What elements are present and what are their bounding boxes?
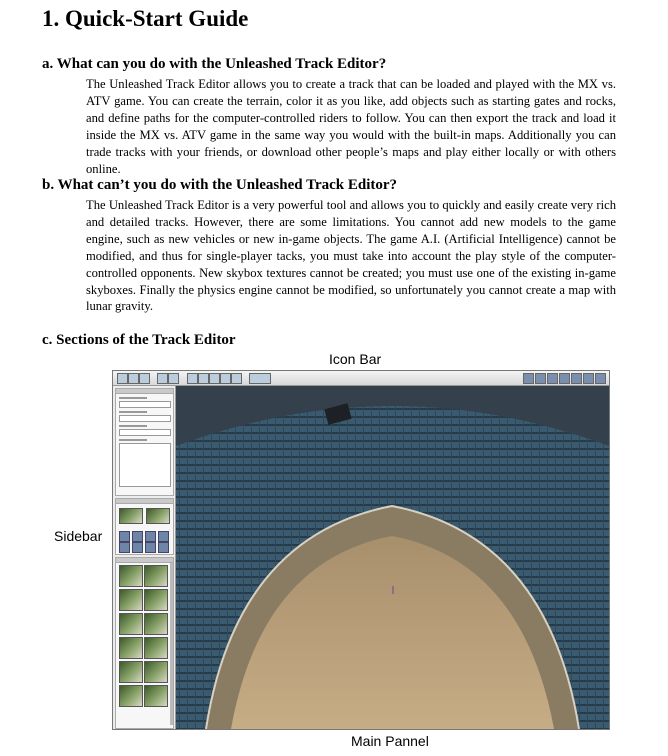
section-a-heading: a. What can you do with the Unleashed Track Editor? — [42, 56, 387, 72]
texture-panel — [115, 557, 174, 729]
view-icon — [535, 373, 546, 384]
stadium-view — [176, 386, 609, 729]
new-icon — [117, 373, 128, 384]
general-panel — [115, 388, 174, 496]
open-icon — [128, 373, 139, 384]
tool-icon — [168, 373, 179, 384]
tool-icon — [231, 373, 242, 384]
view-icon — [559, 373, 570, 384]
tool-icon — [157, 373, 168, 384]
view-icon — [523, 373, 534, 384]
skybox-tile — [119, 508, 143, 524]
tool-icon — [220, 373, 231, 384]
tool-icon — [249, 373, 271, 384]
tool-icon — [187, 373, 198, 384]
view-icon — [547, 373, 558, 384]
icon-bar-label: Icon Bar — [329, 351, 382, 367]
page-title: 1. Quick-Start Guide — [42, 6, 249, 31]
sidebar — [113, 386, 176, 729]
view-icon — [571, 373, 582, 384]
environment-panel — [115, 498, 174, 555]
tool-icon — [209, 373, 220, 384]
view-icon — [595, 373, 606, 384]
track-editor-screenshot — [112, 370, 610, 730]
sidebar-label: Sidebar — [54, 528, 103, 544]
main-panel-label: Main Pannel — [351, 733, 429, 749]
icon-bar — [113, 371, 609, 386]
skybox-tile — [146, 508, 170, 524]
section-b-body: The Unleashed Track Editor is a very powerful tool and allows you to quickly and easily create very rich and detailed tracks. However, there are some limitations. You cannot add new models to the game engine, such as new vehicles or new in-game objects. The game A.I. (Artificial Intelligence) cannot be modified, and thus for single-player tacks, you must take into account the play style of the computer-controlled opponents. New skybox textures cannot be created; you must use one of the existing in-game skyboxes. Finally the physics engine cannot be modified, so unfortunately you cannot create a map with lunar gravity. — [86, 198, 616, 314]
section-a-body: The Unleashed Track Editor allows you to create a track that can be loaded and played with the MX vs. ATV game. You can create the terrain, color it as you like, add objects such as starting gates and rocks, and define paths for the computer-controlled riders to follow. You can then export the track and load it inside the MX vs. ATV game in the same way you would with the built-in maps. Additionally you can trade tracks with your friends, or download other people’s maps and play either locally or with others online. — [86, 77, 616, 176]
save-icon — [139, 373, 150, 384]
tool-icon — [198, 373, 209, 384]
main-panel — [176, 386, 609, 729]
section-b-heading: b. What can’t you do with the Unleashed Track Editor? — [42, 177, 398, 193]
view-icon — [583, 373, 594, 384]
section-c-heading: c. Sections of the Track Editor — [42, 332, 236, 348]
